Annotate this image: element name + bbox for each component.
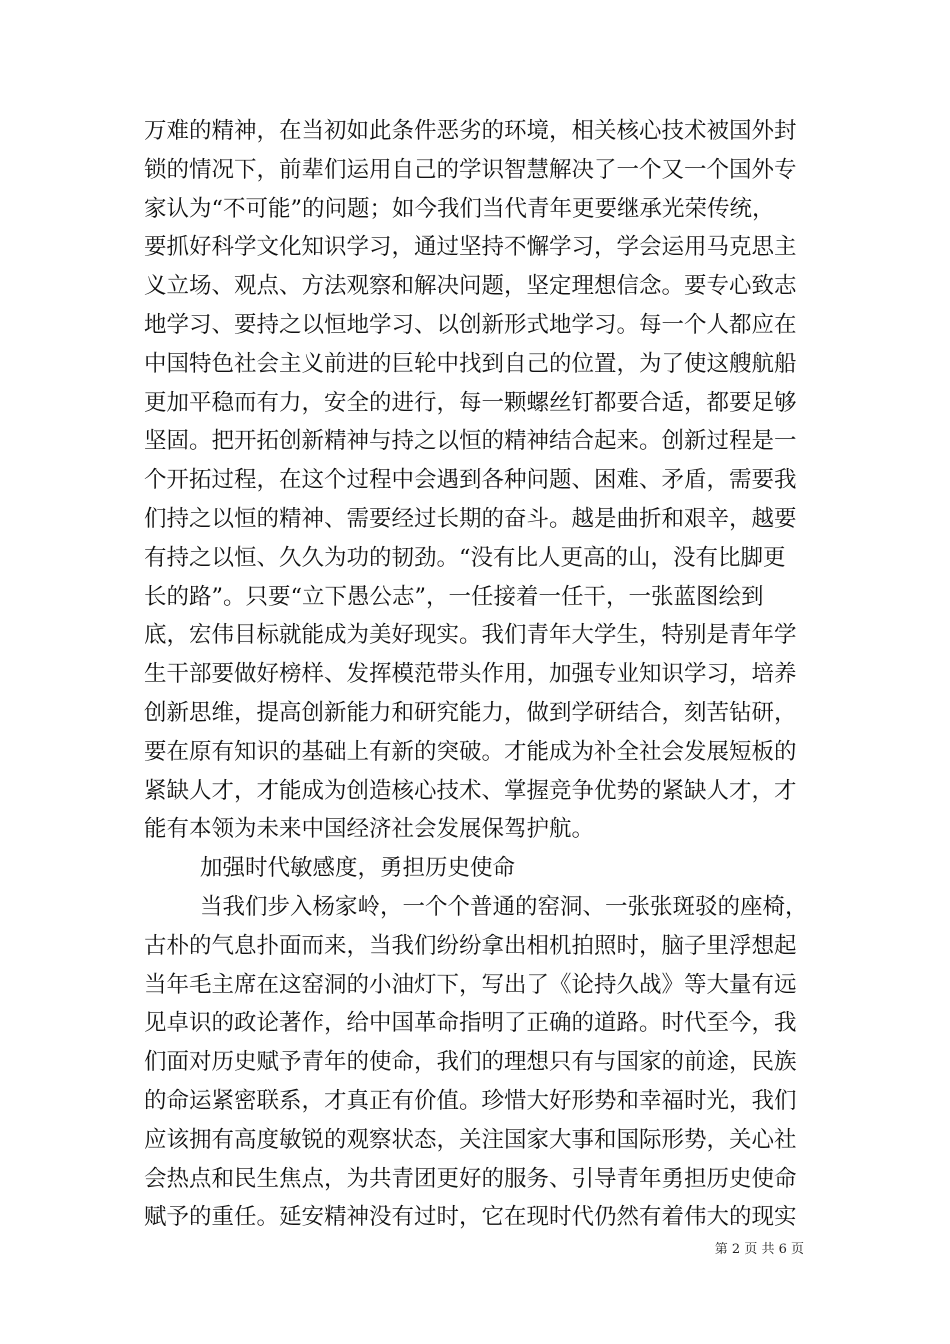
text-line: 们面对历史赋予青年的使命，我们的理想只有与国家的前途，民族 xyxy=(144,1049,797,1076)
text-line: 紧缺人才，才能成为创造核心技术、掌握竞争优势的紧缺人才，才 xyxy=(144,777,797,804)
text-line: 们持之以恒的精神、需要经过长期的奋斗。越是曲折和艰辛，越要 xyxy=(144,505,797,532)
text-line: 生干部要做好榜样、发挥模范带头作用，加强专业知识学习，培养 xyxy=(144,661,797,688)
text-line: 创新思维，提高创新能力和研究能力，做到学研结合，刻苦钻研， xyxy=(144,699,797,726)
text-line: 更加平稳而有力，安全的进行，每一颗螺丝钉都要合适，都要足够 xyxy=(144,389,797,416)
text-line: 万难的精神，在当初如此条件恶劣的环境，相关核心技术被国外封 xyxy=(144,118,797,144)
paragraph-first-line: 当我们步入杨家岭，一个个普通的窑洞、一张张斑驳的座椅， xyxy=(200,893,808,920)
text-line: 的命运紧密联系，才真正有价值。珍惜大好形势和幸福时光，我们 xyxy=(144,1087,797,1114)
text-line: 坚固。把开拓创新精神与持之以恒的精神结合起来。创新过程是一 xyxy=(144,428,797,455)
text-line: 家认为“不可能”的问题；如今我们当代青年更要继承光荣传统， xyxy=(144,195,775,222)
text-line: 有持之以恒、久久为功的韧劲。“没有比人更高的山，没有比脚更 xyxy=(144,544,786,571)
text-line: 中国特色社会主义前进的巨轮中找到自己的位置，为了使这艘航船 xyxy=(144,350,797,377)
text-line: 要在原有知识的基础上有新的突破。才能成为补全社会发展短板的 xyxy=(144,738,797,765)
text-line: 地学习、要持之以恒地学习、以创新形式地学习。每一个人都应在 xyxy=(144,311,797,338)
text-line: 赋予的重任。延安精神没有过时，它在现时代仍然有着伟大的现实 xyxy=(144,1204,797,1231)
body-text xyxy=(144,112,814,1237)
text-line: 能有本领为未来中国经济社会发展保驾护航。 xyxy=(144,816,595,843)
text-line: 底，宏伟目标就能成为美好现实。我们青年大学生，特别是青年学 xyxy=(144,622,797,649)
text-line: 要抓好科学文化知识学习，通过坚持不懈学习，学会运用马克思主 xyxy=(144,234,797,261)
text-line: 古朴的气息扑面而来，当我们纷纷拿出相机拍照时，脑子里浮想起 xyxy=(144,932,797,959)
text-line: 见卓识的政论著作，给中国革命指明了正确的道路。时代至今，我 xyxy=(144,1010,797,1037)
text-line: 长的路”。只要“立下愚公志”，一任接着一任干，一张蓝图绘到 xyxy=(144,583,764,610)
text-line: 会热点和民生焦点，为共青团更好的服务、引导青年勇担历史使命 xyxy=(144,1165,797,1192)
text-line: 义立场、观点、方法观察和解决问题，坚定理想信念。要专心致志 xyxy=(144,273,797,300)
text-line: 当年毛主席在这窑洞的小油灯下，写出了《论持久战》等大量有远 xyxy=(144,971,797,998)
text-line: 应该拥有高度敏锐的观察状态，关注国家大事和国际形势，关心社 xyxy=(144,1126,797,1153)
text-line: 锁的情况下，前辈们运用自己的学识智慧解决了一个又一个国外专 xyxy=(144,156,797,183)
section-heading: 加强时代敏感度，勇担历史使命 xyxy=(200,855,516,882)
page-number: 第 2 页 共 6 页 xyxy=(714,1242,804,1257)
text-line: 个开拓过程，在这个过程中会遇到各种问题、困难、矛盾，需要我 xyxy=(144,467,797,494)
